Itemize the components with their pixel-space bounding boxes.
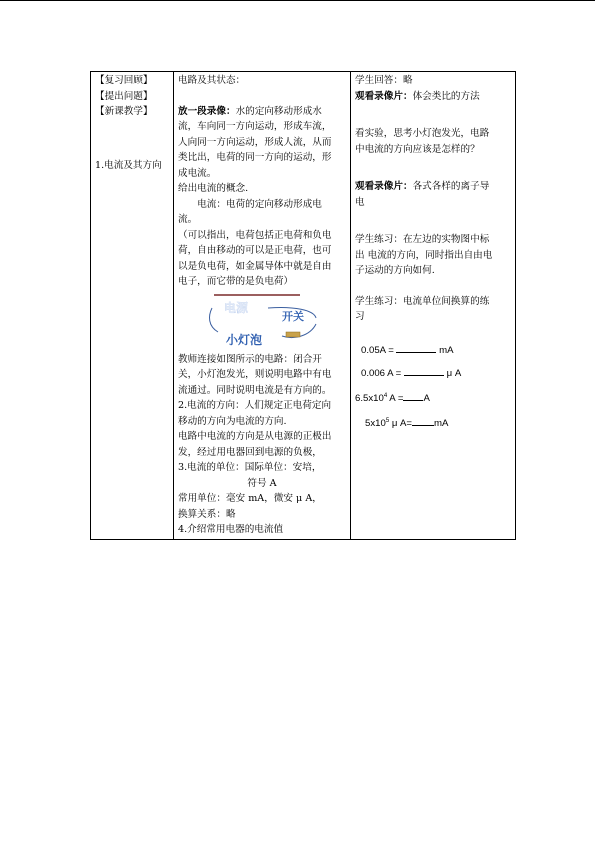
text-line: 发，经过用电器回到电源的负极， xyxy=(178,446,322,458)
text-line: 电 xyxy=(355,196,365,208)
answer-blank xyxy=(412,416,434,426)
text-line: 电子，而它带的是负电荷） xyxy=(178,276,294,287)
text-line: 看实验，思考小灯泡发光，电路 xyxy=(355,128,490,139)
text-line: 流通过。同时说明电流是有方向的。 xyxy=(178,384,332,396)
top-rule xyxy=(0,0,595,1)
exercise-3: $6.5x10^4$ A = A xyxy=(355,392,430,404)
label-power-source: 电源 xyxy=(224,300,249,315)
text-line: 出 电流的方向，同时指出自由电 xyxy=(355,249,493,261)
bold-label: 观看录像片： xyxy=(355,181,413,192)
text-line: 子运动的方向如何. xyxy=(355,265,435,276)
text-line: 成电流。 xyxy=(178,167,217,179)
answer-blank xyxy=(396,343,436,353)
label-switch: 开关 xyxy=(282,309,304,323)
circuit-diagram xyxy=(204,292,324,348)
text-line: 荷，自由移动的可以是正电荷，也可 xyxy=(178,245,332,256)
text-line: 学生练习：在左边的实物图中标 xyxy=(355,234,490,245)
answer-blank xyxy=(404,366,444,376)
bold-label: 观看录像片： xyxy=(355,90,413,102)
text-line: 观看录像片：体会类比的方法 xyxy=(355,90,480,102)
circuit-illustration xyxy=(178,292,346,348)
text-line: 以是负电荷，如金属导体中就是自由 xyxy=(178,260,332,272)
lesson-plan-table xyxy=(90,71,516,540)
bold-label: 放一段录像： xyxy=(178,105,236,117)
text-line: 人向同一方向运动，形成人流，从而 xyxy=(178,136,332,148)
exercise-2: 0.006 A = μ A xyxy=(361,367,462,379)
text-line: 流，车向同一方向运动，形成车流， xyxy=(178,121,332,132)
exercise-1: 0.05A = mA xyxy=(361,344,454,356)
text-line: 流。 xyxy=(178,214,198,225)
text-line: 给出电流的概念. xyxy=(178,183,249,194)
stage-review: 【复习回顾】 xyxy=(95,75,153,86)
text-line: 放一段录像：水的定向移动形成水 xyxy=(178,105,322,117)
text-line: 换算关系：略 xyxy=(178,508,236,520)
text-line: 观看录像片：各式各样的离子导 xyxy=(355,181,490,192)
student-activity-column xyxy=(351,72,516,540)
text-line: 电流：电荷的定向移动形成电 xyxy=(197,198,322,210)
exercise-4: $5x10^5$ μ A= mA xyxy=(365,417,449,429)
text-line: 类比出，电荷的同一方向的运动，形 xyxy=(178,152,332,163)
stage-question: 【提出问题】 xyxy=(95,90,153,102)
text-line: 符号 A xyxy=(247,477,277,489)
stage-new-lesson: 【新课教学】 xyxy=(95,106,153,117)
text-line: 关，小灯泡发光，则说明电路中有电 xyxy=(178,369,332,380)
answer-blank xyxy=(403,391,423,401)
text-line: 电路及其状态： xyxy=(178,75,246,86)
text-line: 教师连接如图所示的电路：闭合开 xyxy=(178,353,322,365)
text-line: 常用单位：毫安 mA，微安 μ A， xyxy=(178,493,322,504)
text-line: 移动的方向为电流的方向. xyxy=(178,415,287,427)
text-line: 习 xyxy=(355,311,365,322)
teacher-activity-column xyxy=(174,72,351,540)
text-line: 学生练习：电流单位间换算的练 xyxy=(355,295,490,307)
table-row xyxy=(91,72,516,540)
section-title: 1.电流及其方向 xyxy=(95,159,162,171)
text-line: 4.介绍常用电器的电流值 xyxy=(178,524,284,535)
stage-column xyxy=(91,72,174,540)
text-line: 电路中电流的方向是从电源的正极出 xyxy=(178,431,332,442)
text-line: 3.电流的单位：国际单位：安培， xyxy=(178,462,322,473)
text-line: 学生回答：略 xyxy=(355,75,413,86)
text-line: 2.电流的方向：人们规定正电荷定向 xyxy=(178,400,332,411)
text-line: 中电流的方向应该是怎样的？ xyxy=(355,143,480,155)
label-bulb: 小灯泡 xyxy=(226,332,263,347)
text-line: （可以指出，电荷包括正电荷和负电 xyxy=(178,229,332,241)
